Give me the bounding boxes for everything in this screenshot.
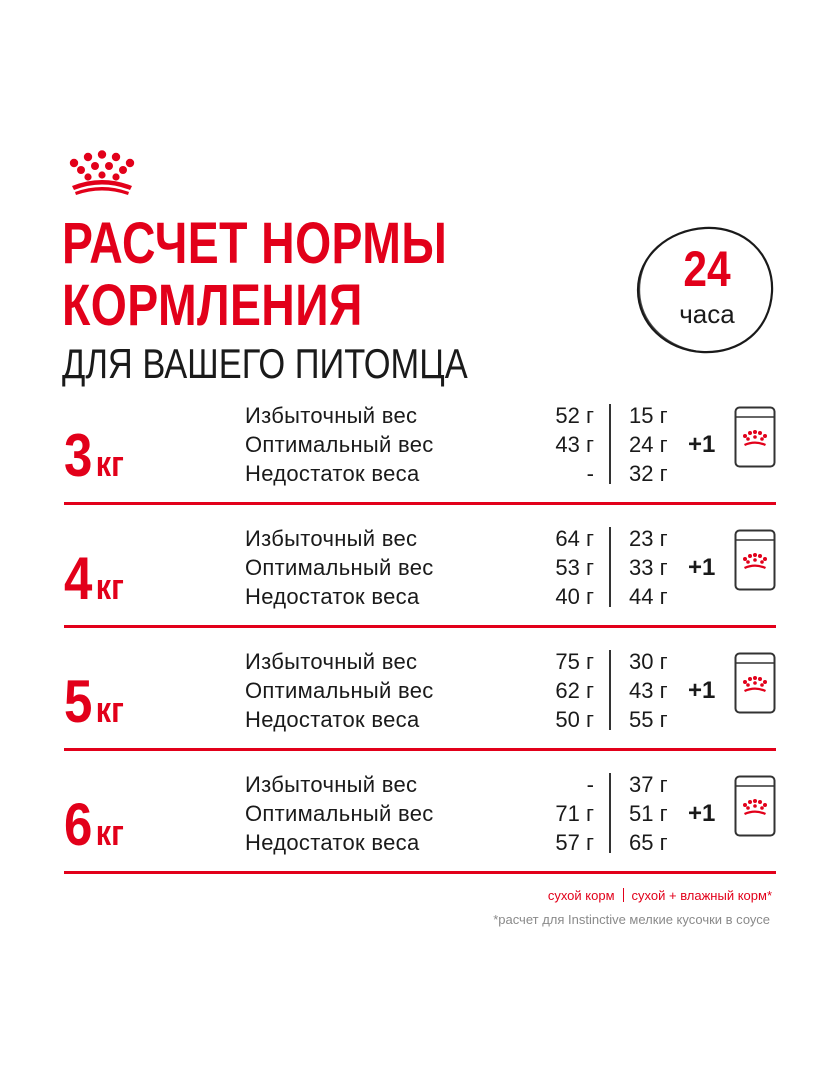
- wet-food-amount: 15 г: [629, 403, 668, 428]
- table-row: [64, 799, 776, 828]
- wet-food-pouch-icon: [734, 775, 776, 837]
- dry-food-amount: 62 г: [555, 678, 594, 703]
- weight-block-3kg: [64, 400, 776, 510]
- legend-dry: сухой корм: [547, 888, 615, 903]
- plus-one-label: +1: [688, 431, 716, 458]
- legend-wet: сухой + влажный корм*: [631, 888, 772, 903]
- dry-food-amount: 57 г: [555, 830, 594, 855]
- wet-food-amount: 55 г: [629, 707, 668, 732]
- weight-value: 5кг: [64, 668, 124, 735]
- wet-food-amount: 37 г: [629, 772, 668, 797]
- legend: [548, 888, 772, 903]
- row-label: Недостаток веса: [245, 461, 420, 486]
- wet-food-amount: 43 г: [629, 678, 668, 703]
- wet-food-amount: 23 г: [629, 526, 668, 551]
- table-row: [64, 582, 776, 611]
- column-divider: [609, 527, 611, 607]
- clock-label: часа: [679, 299, 735, 329]
- weight-block-6kg: [64, 769, 776, 879]
- column-divider: [609, 773, 611, 853]
- crown-icon: [64, 150, 140, 196]
- row-label: Оптимальный вес: [245, 432, 434, 457]
- plus-one-label: +1: [688, 554, 716, 581]
- plus-one-label: +1: [688, 677, 716, 704]
- column-divider: [609, 404, 611, 484]
- dry-food-amount: -: [586, 461, 594, 486]
- dry-food-amount: 75 г: [555, 649, 594, 674]
- weight-value: 6кг: [64, 791, 124, 858]
- weight-block-5kg: [64, 646, 776, 756]
- row-label: Оптимальный вес: [245, 801, 434, 826]
- table-row: [64, 459, 776, 488]
- wet-food-pouch-icon: [734, 406, 776, 468]
- table-row: [64, 647, 776, 676]
- dry-food-amount: 43 г: [555, 432, 594, 457]
- red-divider: [64, 625, 776, 628]
- table-row: [64, 430, 776, 459]
- red-divider: [64, 871, 776, 874]
- table-row: [64, 401, 776, 430]
- row-label: Недостаток веса: [245, 830, 420, 855]
- table-row: [64, 828, 776, 857]
- column-divider: [609, 650, 611, 730]
- row-label: Избыточный вес: [245, 772, 418, 797]
- wet-food-pouch-icon: [734, 652, 776, 714]
- row-label: Избыточный вес: [245, 649, 418, 674]
- wet-food-amount: 65 г: [629, 830, 668, 855]
- page-title-line-2: КОРМЛЕНИЯ: [62, 273, 363, 338]
- clock-number: 24: [683, 241, 731, 297]
- table-row: [64, 705, 776, 734]
- row-label: Оптимальный вес: [245, 555, 434, 580]
- weight-block-4kg: [64, 523, 776, 633]
- plus-one-label: +1: [688, 800, 716, 827]
- wet-food-pouch-icon: [734, 529, 776, 591]
- row-label: Избыточный вес: [245, 526, 418, 551]
- wet-food-amount: 51 г: [629, 801, 668, 826]
- wet-food-amount: 24 г: [629, 432, 668, 457]
- dry-food-amount: 40 г: [555, 584, 594, 609]
- red-divider: [64, 748, 776, 751]
- dry-food-amount: -: [586, 772, 594, 797]
- table-row: [64, 676, 776, 705]
- row-label: Избыточный вес: [245, 403, 418, 428]
- legend-divider: [623, 888, 624, 902]
- table-row: [64, 553, 776, 582]
- weight-value: 4кг: [64, 545, 124, 612]
- wet-food-amount: 32 г: [629, 461, 668, 486]
- row-label: Недостаток веса: [245, 707, 420, 732]
- row-label: Недостаток веса: [245, 584, 420, 609]
- dry-food-amount: 71 г: [555, 801, 594, 826]
- dry-food-amount: 52 г: [555, 403, 594, 428]
- dry-food-amount: 53 г: [555, 555, 594, 580]
- wet-food-amount: 33 г: [629, 555, 668, 580]
- red-divider: [64, 502, 776, 505]
- footnote: *расчет для Instinctive мелкие кусочки в соусе: [493, 912, 770, 927]
- wet-food-amount: 30 г: [629, 649, 668, 674]
- page-subtitle: ДЛЯ ВАШЕГО ПИТОМЦА: [62, 340, 468, 387]
- wet-food-amount: 44 г: [629, 584, 668, 609]
- page-title-line-1: РАСЧЕТ НОРМЫ: [62, 211, 448, 276]
- dry-food-amount: 64 г: [555, 526, 594, 551]
- row-label: Оптимальный вес: [245, 678, 434, 703]
- table-row: [64, 524, 776, 553]
- weight-value: 3кг: [64, 422, 124, 489]
- dry-food-amount: 50 г: [555, 707, 594, 732]
- table-row: [64, 770, 776, 799]
